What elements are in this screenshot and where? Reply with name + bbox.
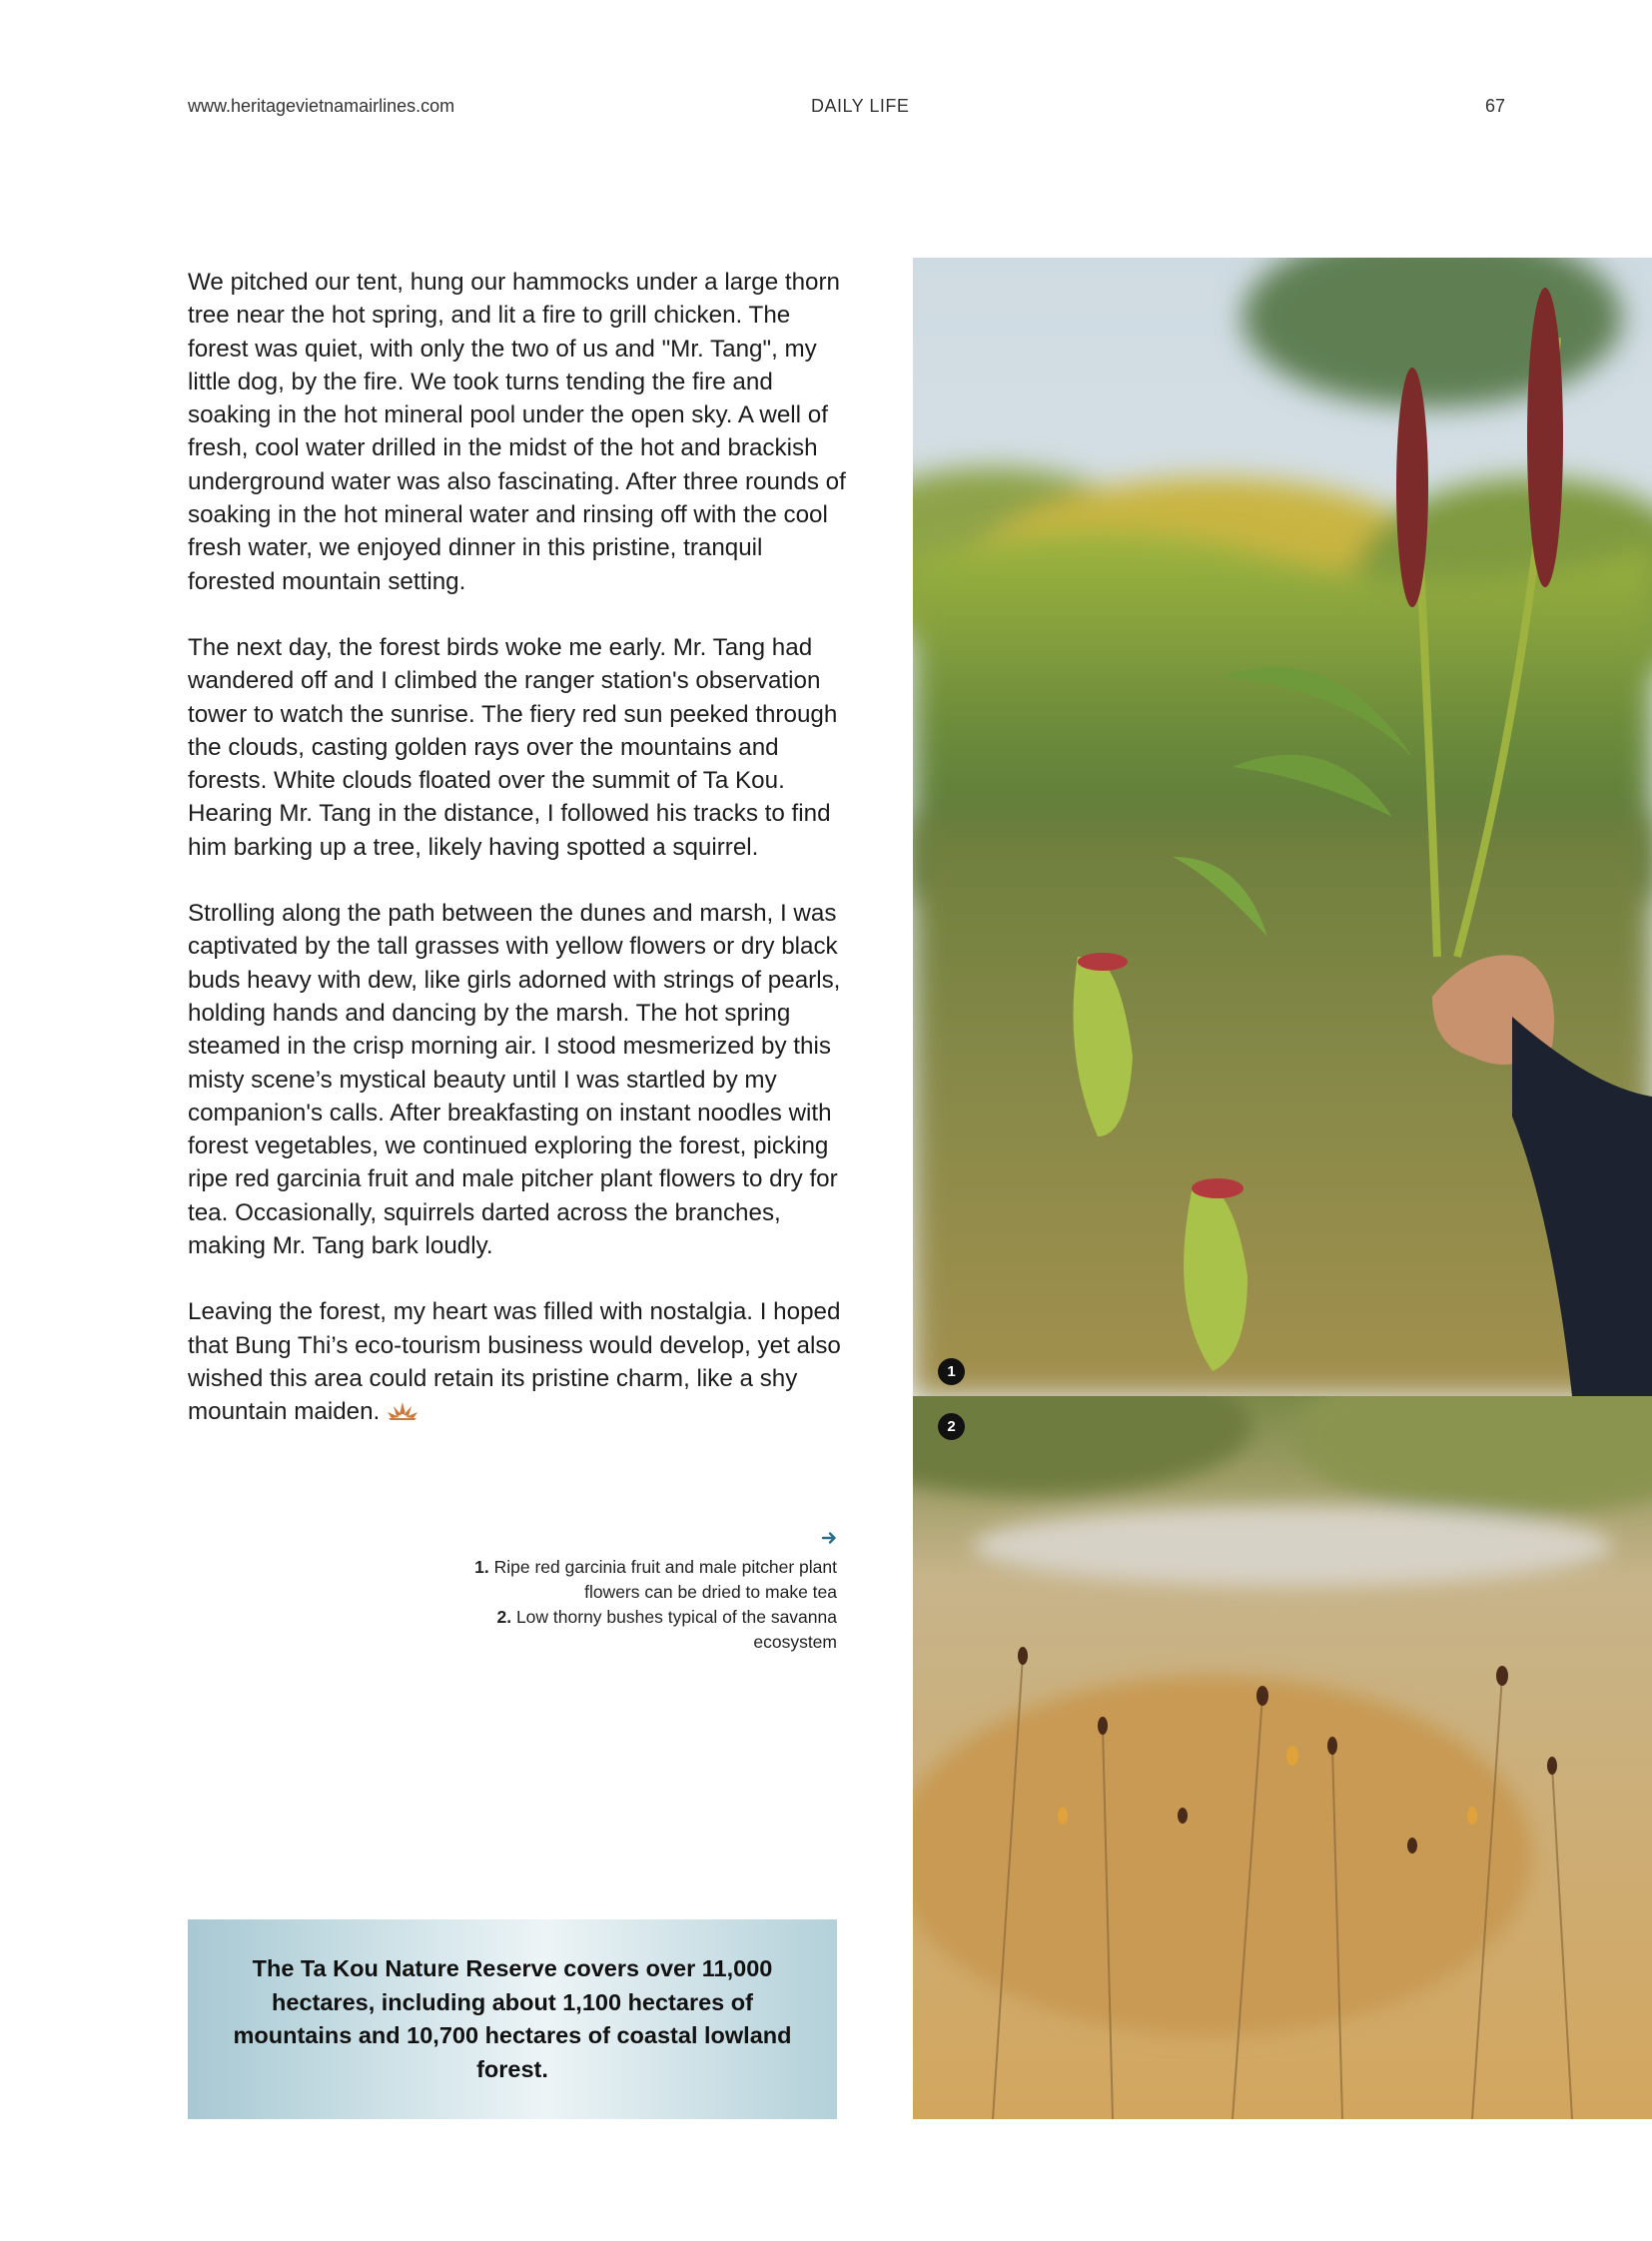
final-paragraph-text: Leaving the forest, my heart was filled with nostalgia. I hoped that Bung Thi’s eco-tourism business would develop, yet also wished this area could retain its pristine charm, like a shy mountain maiden. [188, 1298, 841, 1426]
caption-text: Ripe red garcinia fruit and male pitcher plant flowers can be dried to make tea [493, 1557, 837, 1602]
article-final-paragraph [188, 1295, 847, 1429]
photo-captions [469, 1528, 837, 1655]
fact-box-text: The Ta Kou Nature Reserve covers over 11,000 hectares, including about 1,100 hectares of mountains and 10,700 hectares of coastal lowland forest. [233, 1955, 792, 2082]
arrow-right-icon [469, 1528, 837, 1553]
article-paragraph: Strolling along the path between the dunes and marsh, I was captivated by the tall grasses with yellow flowers or dry black buds heavy with dew, like girls adorned with strings of pearls, holding hands and dancing by the marsh. The hot spring steamed in the crisp morning air. I stood mesmerized by this misty scene’s mystical beauty until I was startled by my companion's calls. After breakfasting on instant noodles with forest vegetables, we continued exploring the forest, picking ripe red garcinia fruit and male pitcher plant flowers to dry for tea. Occasionally, squirrels darted across the branches, making Mr. Tang bark loudly. [188, 900, 841, 1260]
article-paragraph: The next day, the forest birds woke me early. Mr. Tang had wandered off and I climbed the ranger station's observation tower to watch the sunrise. The fiery red sun peeked through the clouds, casting golden rays over the mountains and forests. White clouds floated over the summit of Ta Kou. Hearing Mr. Tang in the distance, I followed his tracks to find him barking up a tree, likely having spotted a squirrel. [188, 633, 838, 861]
caption-number: 2. [496, 1607, 512, 1627]
caption-text: Low thorny bushes typical of the savanna ecosystem [515, 1607, 837, 1652]
header-website: www.heritagevietnamairlines.com [188, 96, 455, 116]
photo-pitcher-plant [913, 258, 1652, 1396]
photo-badge-2: 2 [938, 1413, 965, 1440]
lotus-icon [386, 1396, 419, 1429]
fact-box [188, 1919, 837, 2119]
caption-number: 1. [474, 1557, 489, 1577]
caption-1 [469, 1555, 837, 1605]
photo-savanna-bushes [913, 1396, 1652, 2119]
caption-2 [469, 1605, 837, 1655]
page-number: 67 [1484, 96, 1505, 116]
article-paragraph: We pitched our tent, hung our hammocks under a large thorn tree near the hot spring, and lit a fire to grill chicken. The forest was quiet, with only the two of us and "Mr. Tang", my little dog, by the fire. We took turns tending the fire and soaking in the hot mineral pool under the open sky. A well of fresh, cool water drilled in the midst of the hot and brackish underground water was also fascinating. After three rounds of soaking in the hot mineral water and rinsing off with the cool fresh water, we enjoyed dinner in this pristine, tranquil forested mountain setting. [188, 269, 846, 595]
article-body [188, 266, 847, 1462]
header-section: DAILY LIFE [811, 96, 910, 116]
photo-badge-1: 1 [938, 1358, 965, 1385]
